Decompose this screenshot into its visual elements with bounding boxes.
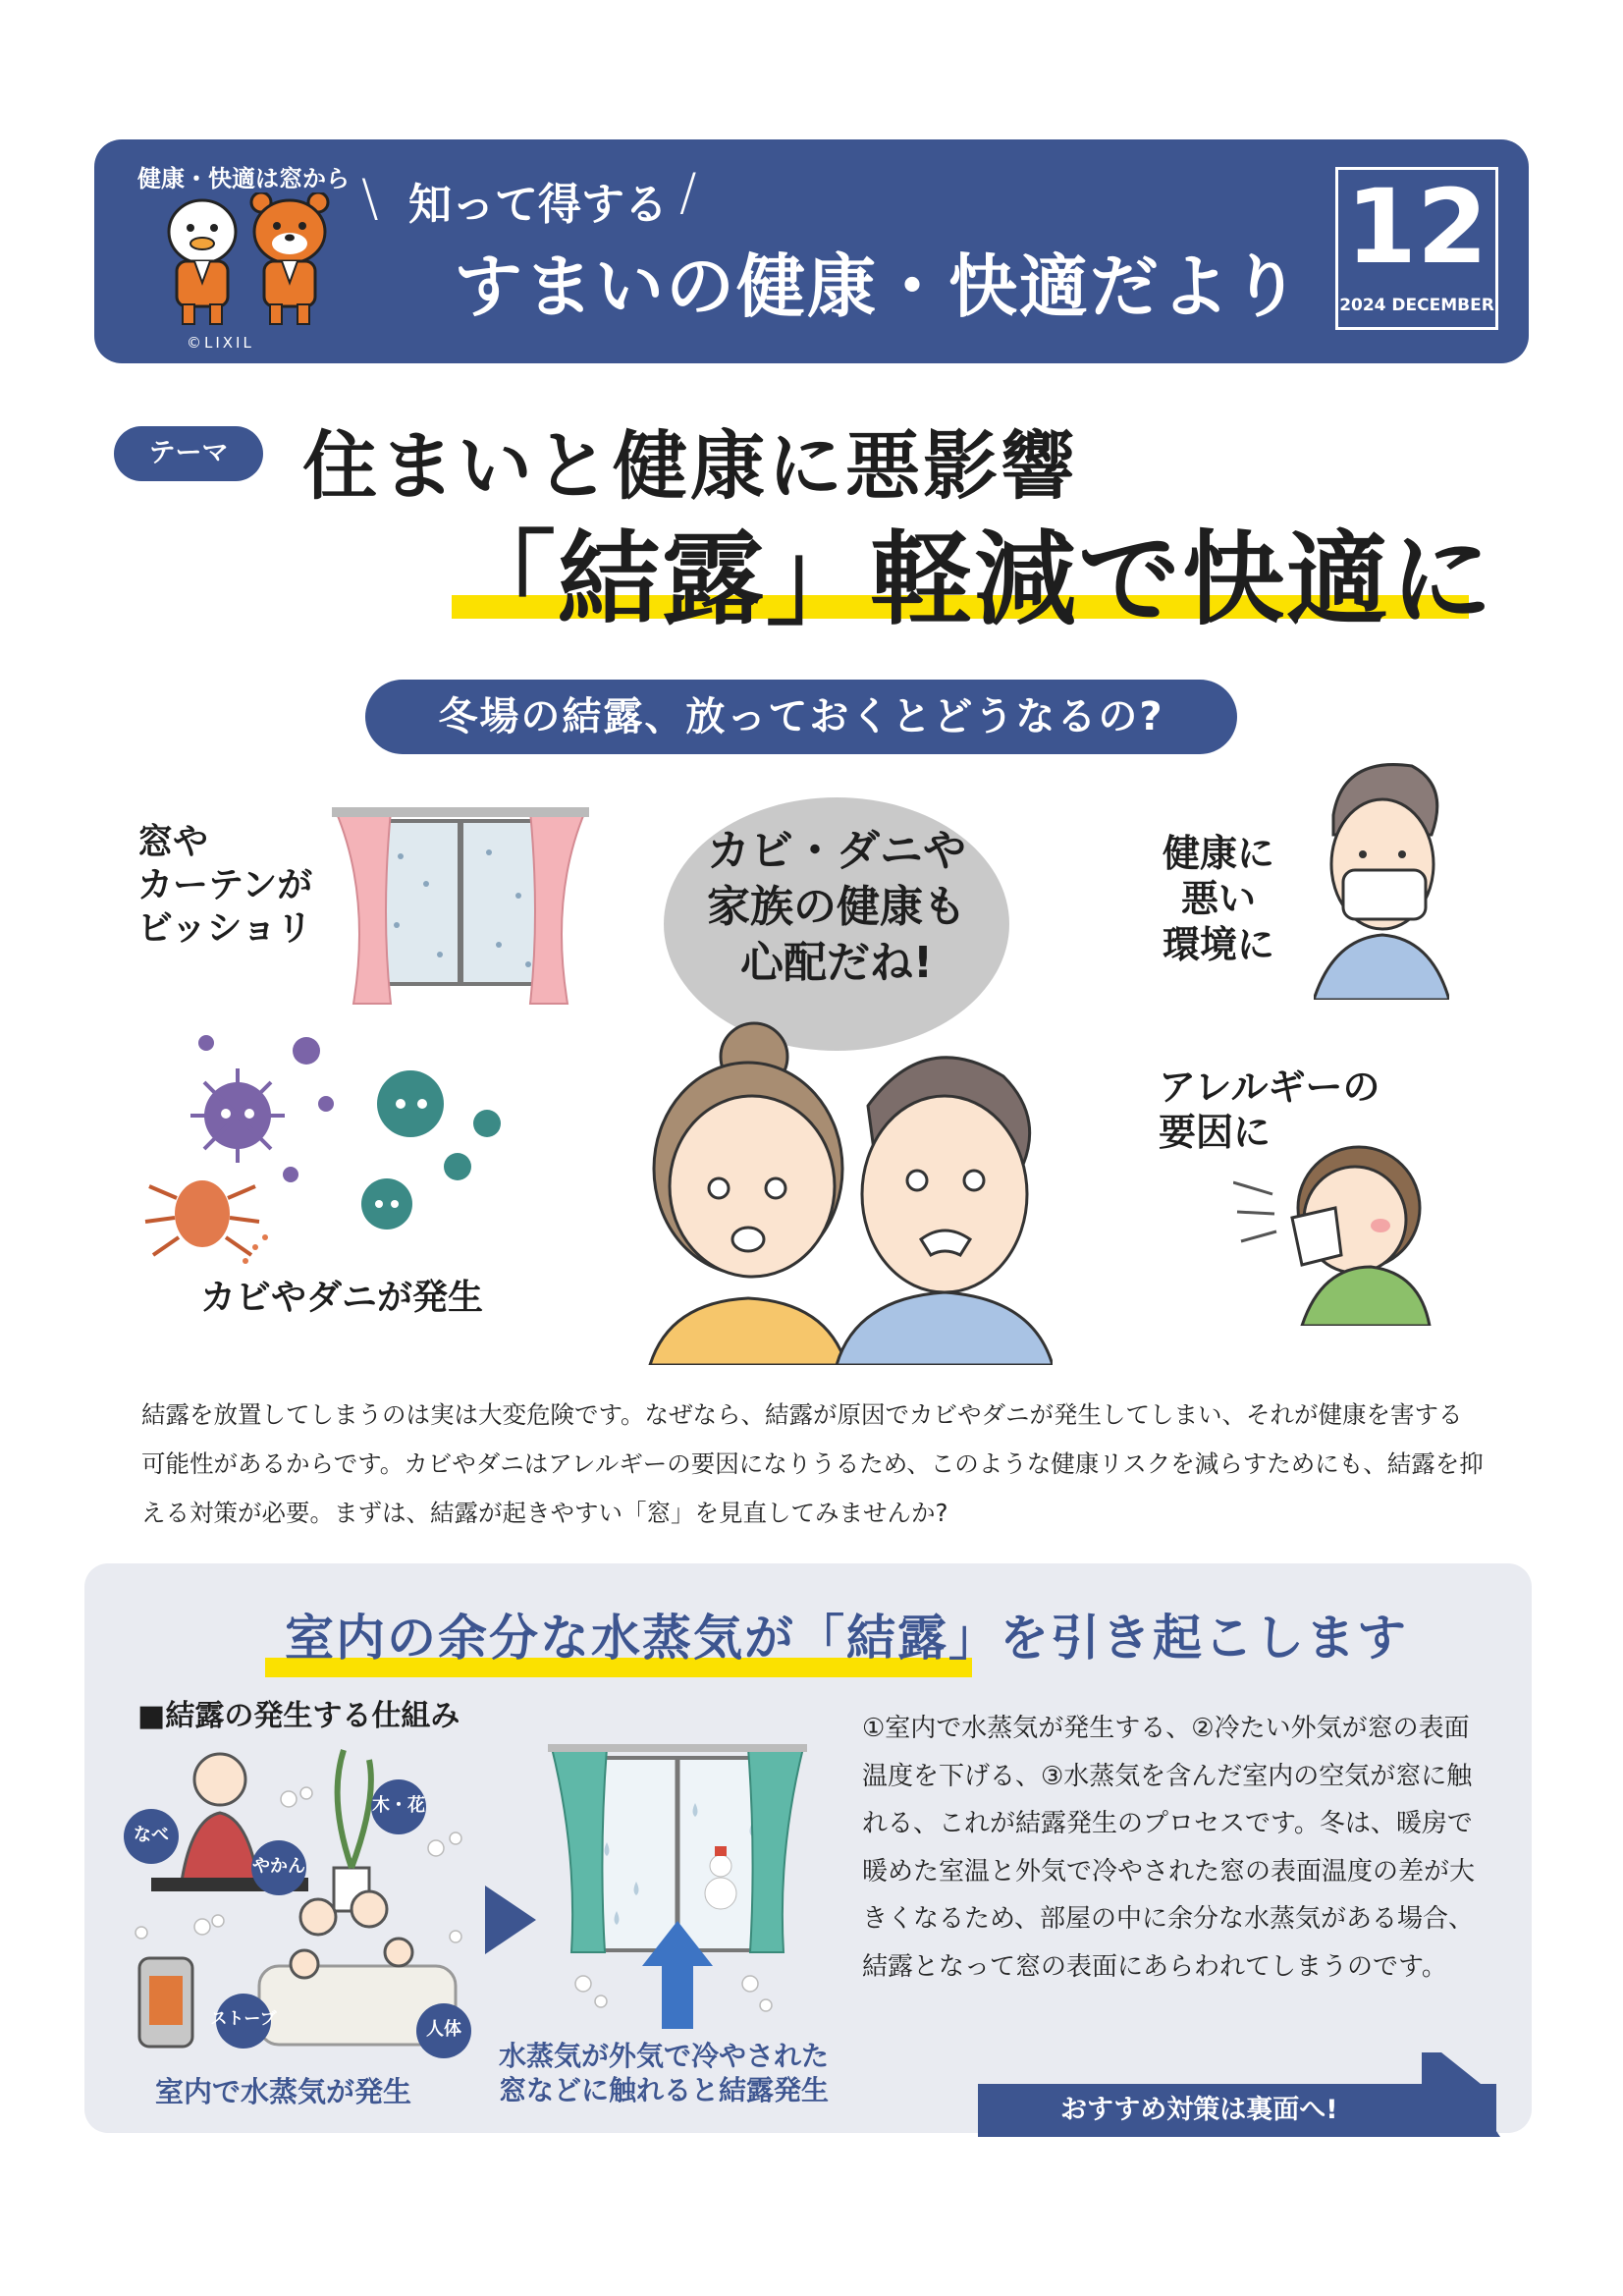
- allergy-label: アレルギーの 要因に: [1159, 1066, 1380, 1155]
- health-label: 健康に 悪い 環境に: [1162, 832, 1274, 966]
- newsletter-subtitle: 知って得する: [408, 180, 668, 230]
- slash-left: \: [361, 169, 379, 228]
- intro-paragraph: 結露を放置してしまうのは実は大変危険です。なぜなら、結露が原因でカビやダニが発生してしまい、それが健康を害する可能性があるからです。カビやダニはアレルギーの要因になりうるため、このような健康リスクを減らすためにも、結露を抑える対策が必要。まずは、結露が起きやすい「窓」を見直してみませんか?: [141, 1400, 1484, 1527]
- caption-steam-generated: 室内で水蒸気が発生: [155, 2075, 412, 2108]
- mold-label: カビやダニが発生: [200, 1278, 484, 1318]
- speech-text: カビ・ダニや 家族の健康も 心配だね!: [707, 826, 966, 989]
- badge-body: 人体: [426, 2019, 461, 2040]
- window-label: 窓や カーテンが ビッショリ: [137, 822, 313, 949]
- badge-plants: 木・花: [372, 1795, 425, 1816]
- badge-pot: なべ: [134, 1825, 169, 1845]
- see-back-page-banner: おすすめ対策は裏面へ!: [978, 2084, 1496, 2137]
- badge-kettle: やかん: [252, 1856, 305, 1877]
- mite: [145, 1180, 259, 1255]
- duck-mascot: [169, 200, 236, 324]
- theme-main-headline: 「結露」軽減で快適に: [454, 519, 1495, 639]
- worried-couple-illustration: [611, 1008, 1053, 1365]
- issue-number: 12: [1345, 167, 1488, 287]
- sneezing-child-illustration: [1233, 1139, 1443, 1326]
- theme-headline: 住まいと健康に悪影響: [302, 422, 1078, 510]
- cta-arrow-icon: [1422, 2052, 1500, 2137]
- purple-virus: [190, 1068, 285, 1163]
- caption-condensation: 水蒸気が外気で冷やされた 窓などに触れると結露発生: [499, 2040, 830, 2106]
- masked-man-illustration: [1314, 756, 1449, 1000]
- newsletter-header: [94, 139, 1529, 363]
- header-tagline: 健康・快適は窓から: [137, 165, 350, 192]
- condensation-description: ①室内で水蒸気が発生する、②冷たい外気が窓の表面温度を下げる、③水蒸気を含んだ室内の空気が窓に触れる、これが結露発生のプロセスです。冬は、暖房で暖めた室温と外気で冷やされた窓の表面温度の差が大きくなるため、部屋の中に余分な水蒸気がある場合、結露となって窓の表面にあらわれてしまうのです。: [862, 1714, 1476, 1982]
- badge-stove: ストーブ: [210, 2009, 277, 2029]
- newsletter-title: すまいの健康・快適だより: [454, 246, 1302, 327]
- mechanism-title: ■結露の発生する仕組み: [137, 1699, 460, 1733]
- wet-window-illustration: [332, 807, 589, 1013]
- teal-mold: [361, 1070, 501, 1230]
- copyright: ©LIXIL: [187, 334, 254, 352]
- mold-mites-illustration: [143, 1021, 516, 1277]
- bear-mascot: [251, 192, 328, 324]
- woman: [650, 1023, 846, 1365]
- issue-date: 2024 DECEMBER: [1339, 296, 1494, 315]
- process-arrow: [485, 1886, 536, 1954]
- man: [837, 1058, 1053, 1365]
- issue-box: [1335, 167, 1498, 330]
- condensation-window-illustration: [548, 1744, 807, 2029]
- mascot-characters: [145, 192, 352, 330]
- theme-label: テーマ: [114, 426, 263, 481]
- question-heading: 冬場の結露、放っておくとどうなるの?: [365, 680, 1237, 754]
- slash-right: /: [679, 163, 697, 222]
- panel-title: 室内の余分な水蒸気が「結露」を引き起こします: [285, 1610, 1408, 1667]
